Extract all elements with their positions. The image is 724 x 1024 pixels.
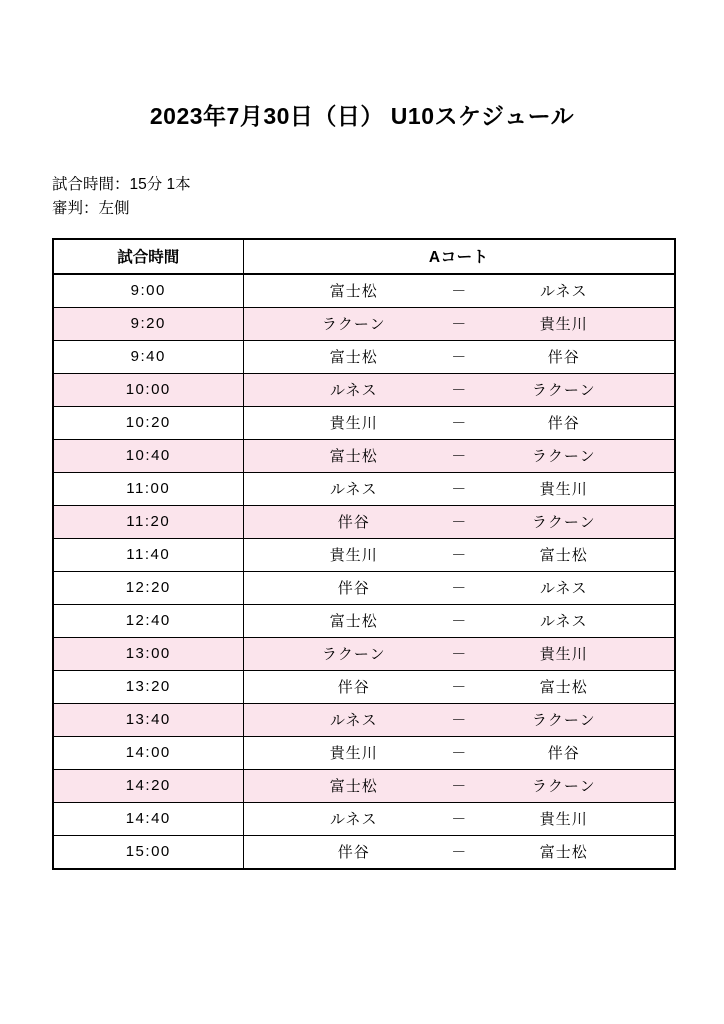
match-pair <box>244 803 675 835</box>
cell-match-teams <box>243 472 675 505</box>
match-pair <box>244 341 675 373</box>
cell-match-teams <box>243 670 675 703</box>
table-row <box>53 670 675 703</box>
cell-match-time: 12:20 <box>53 571 243 604</box>
team-home: 伴谷 <box>337 844 370 862</box>
team-home: 伴谷 <box>337 679 370 697</box>
team-away: 貴生川 <box>539 316 588 334</box>
table-row <box>53 604 675 637</box>
match-pair <box>244 836 675 868</box>
cell-match-time: 9:40 <box>53 340 243 373</box>
team-away: 伴谷 <box>547 349 580 367</box>
versus-dash: － <box>451 712 467 730</box>
table-row <box>53 538 675 571</box>
match-pair <box>244 473 675 505</box>
versus-dash: － <box>451 778 467 796</box>
team-home: ルネス <box>329 712 378 730</box>
team-home: ルネス <box>329 382 378 400</box>
versus-dash: － <box>451 448 467 466</box>
table-row <box>53 769 675 802</box>
match-pair <box>244 440 675 472</box>
table-row <box>53 340 675 373</box>
cell-match-teams <box>243 637 675 670</box>
cell-match-teams <box>243 769 675 802</box>
team-away: ラクーン <box>531 382 596 400</box>
team-home: 貴生川 <box>329 745 378 763</box>
team-home: ラクーン <box>321 646 386 664</box>
team-away: ルネス <box>539 613 588 631</box>
table-row <box>53 505 675 538</box>
cell-match-time: 14:40 <box>53 802 243 835</box>
table-row <box>53 571 675 604</box>
team-home: 伴谷 <box>337 580 370 598</box>
cell-match-teams <box>243 802 675 835</box>
cell-match-time: 9:00 <box>53 274 243 308</box>
team-home: 富士松 <box>329 778 378 796</box>
cell-match-teams <box>243 274 675 308</box>
cell-match-time: 13:20 <box>53 670 243 703</box>
cell-match-teams <box>243 505 675 538</box>
versus-dash: － <box>451 547 467 565</box>
match-pair <box>244 374 675 406</box>
team-away: ラクーン <box>531 712 596 730</box>
team-away: ラクーン <box>531 778 596 796</box>
table-row <box>53 472 675 505</box>
versus-dash: － <box>451 349 467 367</box>
table-row <box>53 274 675 308</box>
team-home: 貴生川 <box>329 547 378 565</box>
team-home: ルネス <box>329 481 378 499</box>
meta-referee: 審判：左側 <box>52 199 130 217</box>
versus-dash: － <box>451 481 467 499</box>
schedule-table-wrapper <box>0 221 724 870</box>
versus-dash: － <box>451 580 467 598</box>
table-header <box>53 239 675 274</box>
team-home: ルネス <box>329 811 378 829</box>
cell-match-teams <box>243 406 675 439</box>
match-pair <box>244 737 675 769</box>
cell-match-time: 15:00 <box>53 835 243 869</box>
cell-match-time: 12:40 <box>53 604 243 637</box>
versus-dash: － <box>451 283 467 301</box>
team-away: 富士松 <box>539 679 588 697</box>
table-header-row <box>53 239 675 274</box>
cell-match-time: 10:00 <box>53 373 243 406</box>
cell-match-time: 13:40 <box>53 703 243 736</box>
match-pair <box>244 275 675 307</box>
table-row <box>53 703 675 736</box>
table-row <box>53 637 675 670</box>
match-pair <box>244 572 675 604</box>
cell-match-time: 14:20 <box>53 769 243 802</box>
team-away: 伴谷 <box>547 745 580 763</box>
team-away: 貴生川 <box>539 481 588 499</box>
team-away: 富士松 <box>539 844 588 862</box>
page-title: 2023年7月30日（日） U10スケジュール <box>149 103 575 129</box>
table-row <box>53 373 675 406</box>
cell-match-time: 14:00 <box>53 736 243 769</box>
team-home: 伴谷 <box>337 514 370 532</box>
team-away: ルネス <box>539 283 588 301</box>
cell-match-teams <box>243 340 675 373</box>
table-row <box>53 802 675 835</box>
versus-dash: － <box>451 382 467 400</box>
column-header-time: 試合時間 <box>53 239 243 274</box>
meta-match-duration: 試合時間：15分 1本 <box>52 175 191 193</box>
cell-match-time: 10:20 <box>53 406 243 439</box>
match-pair <box>244 770 675 802</box>
cell-match-teams <box>243 373 675 406</box>
match-pair <box>244 671 675 703</box>
cell-match-teams <box>243 736 675 769</box>
table-row <box>53 307 675 340</box>
versus-dash: － <box>451 844 467 862</box>
versus-dash: － <box>451 613 467 631</box>
team-away: 貴生川 <box>539 646 588 664</box>
cell-match-time: 9:20 <box>53 307 243 340</box>
versus-dash: － <box>451 646 467 664</box>
team-home: 富士松 <box>329 349 378 367</box>
cell-match-teams <box>243 538 675 571</box>
match-pair <box>244 605 675 637</box>
versus-dash: － <box>451 679 467 697</box>
versus-dash: － <box>451 514 467 532</box>
cell-match-teams <box>243 439 675 472</box>
team-home: 富士松 <box>329 283 378 301</box>
table-row <box>53 439 675 472</box>
match-pair <box>244 638 675 670</box>
team-away: ラクーン <box>531 514 596 532</box>
team-away: ラクーン <box>531 448 596 466</box>
team-home: 富士松 <box>329 613 378 631</box>
team-home: 富士松 <box>329 448 378 466</box>
column-header-court: Aコート <box>243 239 675 274</box>
team-away: ルネス <box>539 580 588 598</box>
team-home: 貴生川 <box>329 415 378 433</box>
cell-match-teams <box>243 604 675 637</box>
versus-dash: － <box>451 745 467 763</box>
cell-match-teams <box>243 703 675 736</box>
team-away: 富士松 <box>539 547 588 565</box>
table-body <box>53 274 675 869</box>
team-home: ラクーン <box>321 316 386 334</box>
cell-match-teams <box>243 307 675 340</box>
versus-dash: － <box>451 415 467 433</box>
team-away: 貴生川 <box>539 811 588 829</box>
meta-block <box>0 131 724 221</box>
table-row <box>53 736 675 769</box>
cell-match-time: 13:00 <box>53 637 243 670</box>
cell-match-time: 11:40 <box>53 538 243 571</box>
table-row <box>53 835 675 869</box>
match-pair <box>244 539 675 571</box>
match-pair <box>244 704 675 736</box>
match-pair <box>244 308 675 340</box>
cell-match-time: 10:40 <box>53 439 243 472</box>
versus-dash: － <box>451 811 467 829</box>
cell-match-time: 11:00 <box>53 472 243 505</box>
match-pair <box>244 506 675 538</box>
match-pair <box>244 407 675 439</box>
cell-match-teams <box>243 835 675 869</box>
table-row <box>53 406 675 439</box>
schedule-table <box>52 238 676 870</box>
cell-match-time: 11:20 <box>53 505 243 538</box>
team-away: 伴谷 <box>547 415 580 433</box>
cell-match-teams <box>243 571 675 604</box>
versus-dash: － <box>451 316 467 334</box>
